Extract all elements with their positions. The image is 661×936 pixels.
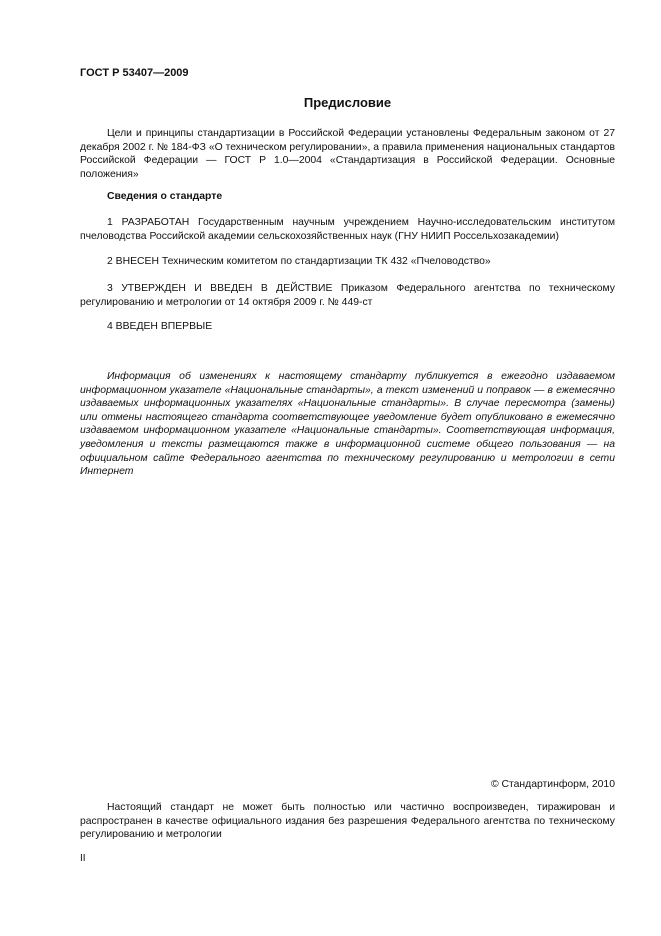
info-item-submitted: 2 ВНЕСЕН Техническим комитетом по стандартизации ТК 432 «Пчеловодство»	[107, 256, 491, 267]
info-item-introduced: 4 ВВЕДЕН ВПЕРВЫЕ	[107, 321, 213, 332]
page-title: Предисловие	[303, 95, 392, 110]
foreword-intro-paragraph: Цели и принципы стандартизации в Российской Федерации установлены Федеральным законом от 27 декабря 2002 г. № 184-ФЗ «О техническом регулировании», а правила применения национальных стандартов Российской Федерации — ГОСТ Р 1.0—2004 «Стандартизация в Российской Федерации. Основные положения»	[80, 128, 615, 180]
reproduction-notice: Настоящий стандарт не может быть полностью или частично воспроизведен, тиражирован и распространен в качестве официального издания без разрешения Федерального агентства по техническому регулированию и метрологии	[80, 802, 615, 841]
changes-notice-paragraph: Информация об изменениях к настоящему стандарту публикуется в ежегодно издаваемом информационном указателе «Национальные стандарты», а текст изменений и поправок — в ежемесячно издаваемых информационных указателях «Национальные стандарты». В случае пересмотра (замены) или отмены настоящего стандарта соответствующее уведомление будет опубликовано в ежемесячно издаваемом информационном указателе «Национальные стандарты». Соответствующая информация, уведомления и тексты размещаются также в информационной системе общего пользования — на официальном сайте Федерального агентства по техническому регулированию и метрологии в сети Интернет	[80, 371, 615, 478]
copyright-line: © Стандартинформ, 2010	[490, 779, 615, 790]
info-item-approved: 3 УТВЕРЖДЕН И ВВЕДЕН В ДЕЙСТВИЕ Приказом Федерального агентства по техническому регулированию и метрологии от 14 октября 2009 г. № 449-ст	[80, 283, 615, 308]
page-number: II	[80, 853, 86, 864]
document-code: ГОСТ Р 53407—2009	[80, 67, 189, 79]
standard-info-heading: Сведения о стандарте	[107, 191, 223, 202]
info-item-developed: 1 РАЗРАБОТАН Государственным научным учреждением Научно-исследовательским институтом пчеловодства Российской академии сельскохозяйственных наук (ГНУ НИИП Россельхозакадемии)	[80, 217, 615, 242]
